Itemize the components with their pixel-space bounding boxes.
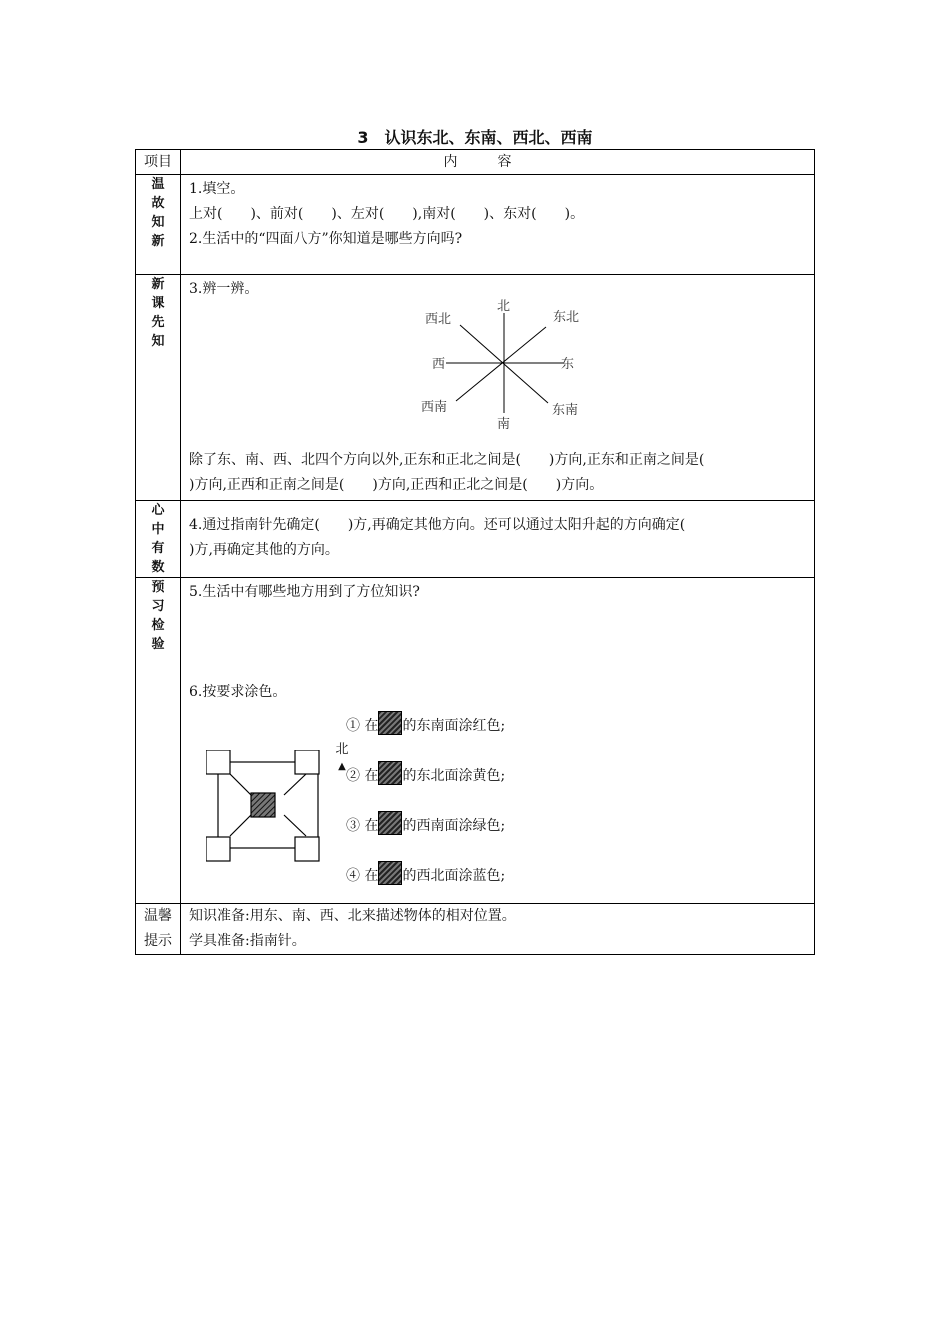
instruction-1 [346,711,506,734]
table-header-row [136,150,815,175]
instruction-2-prefix: ② 在 [346,768,379,784]
row-content-cell [181,275,815,501]
hatched-square-icon [378,761,402,785]
compass-label-se: 东南 [552,403,579,418]
row-content-cell [181,501,815,578]
instruction-1-prefix: ① 在 [346,718,379,734]
page-title: 3 认识东北、东南、西北、西南 [357,128,593,147]
table-row-tips [136,904,815,955]
row-label-tips: 温馨提示 [144,908,172,949]
hatched-square-icon [378,811,402,835]
connector-ne [284,774,306,795]
table-row-preview [136,275,815,501]
center-hatched-square [251,793,275,817]
instruction-3 [346,811,506,834]
row-label-cell [136,501,181,578]
connector-sw [230,815,251,836]
question-3-title: 3.辨一辨。 [189,281,259,297]
question-1-title: 1.填空。 [189,181,245,197]
row-label-review: 温故知新 [151,177,165,249]
header-content-cell [181,150,815,175]
instruction-4-prefix: ④ 在 [346,868,379,884]
row-label-cell [136,275,181,501]
north-label: 北 [335,742,349,757]
instruction-4-suffix: 的西北面涂蓝色; [402,868,506,884]
corner-box-sw [206,837,230,861]
instruction-2-suffix: 的东北面涂黄色; [402,768,506,784]
question-4-line1: 4.通过指南针先确定( )方,再确定其他方向。还可以通过太阳升起的方向确定( [189,517,686,533]
question-4-line2: )方,再确定其他的方向。 [189,542,339,558]
compass-label-n: 北 [497,299,511,314]
corner-box-nw [206,750,230,774]
header-content-label: 内容 [443,154,552,170]
table-row-review [136,175,815,275]
connector-se [284,815,306,836]
header-item-cell [136,150,181,175]
row-content-cell [181,904,815,955]
connector-nw [230,774,251,795]
row-label-preview: 新课先知 [151,277,165,349]
row-content-cell [181,175,815,275]
compass-diagram [406,297,626,437]
instruction-4 [346,861,506,884]
question-6-title: 6.按要求涂色。 [189,684,287,700]
corner-box-ne [295,750,319,774]
row-label-check: 预习检验 [151,580,165,652]
north-arrow-icon: ▲ [338,761,346,772]
question-1-blanks: 上对( )、前对( )、左对( ),南对( )、东对( )。 [189,206,585,222]
header-item-label: 项目 [144,154,172,170]
coloring-diagram [206,750,336,870]
row-label-cell [136,175,181,275]
question-2: 2.生活中的“四面八方”你知道是哪些方向吗? [189,231,463,247]
tip-tools: 学具准备:指南针。 [189,933,306,949]
question-5: 5.生活中有哪些地方用到了方位知识? [189,584,420,600]
row-label-cell [136,578,181,904]
tip-knowledge: 知识准备:用东、南、西、北来描述物体的相对位置。 [189,908,516,924]
hatched-square-icon [378,711,402,735]
compass-label-ne: 东北 [553,310,580,325]
compass-label-s: 南 [497,417,511,432]
instruction-1-suffix: 的东南面涂红色; [402,718,506,734]
worksheet-table [135,149,815,955]
table-row-knowledge [136,501,815,578]
table-row-check [136,578,815,904]
corner-box-se [295,837,319,861]
hatched-square-icon [378,861,402,885]
question-3-blanks-line1: 除了东、南、西、北四个方向以外,正东和正北之间是( )方向,正东和正南之间是( [189,452,705,468]
row-label-cell [136,904,181,955]
compass-label-e: 东 [561,357,575,372]
row-label-knowledge: 心中有数 [151,503,165,575]
question-3-blanks-line2: )方向,正西和正南之间是( )方向,正西和正北之间是( )方向。 [189,477,604,493]
instruction-2 [346,761,506,784]
compass-label-w: 西 [432,357,446,372]
instruction-3-prefix: ③ 在 [346,818,379,834]
compass-label-nw: 西北 [425,312,452,327]
compass-label-sw: 西南 [421,400,448,415]
row-content-cell [181,578,815,904]
instruction-3-suffix: 的西南面涂绿色; [402,818,506,834]
